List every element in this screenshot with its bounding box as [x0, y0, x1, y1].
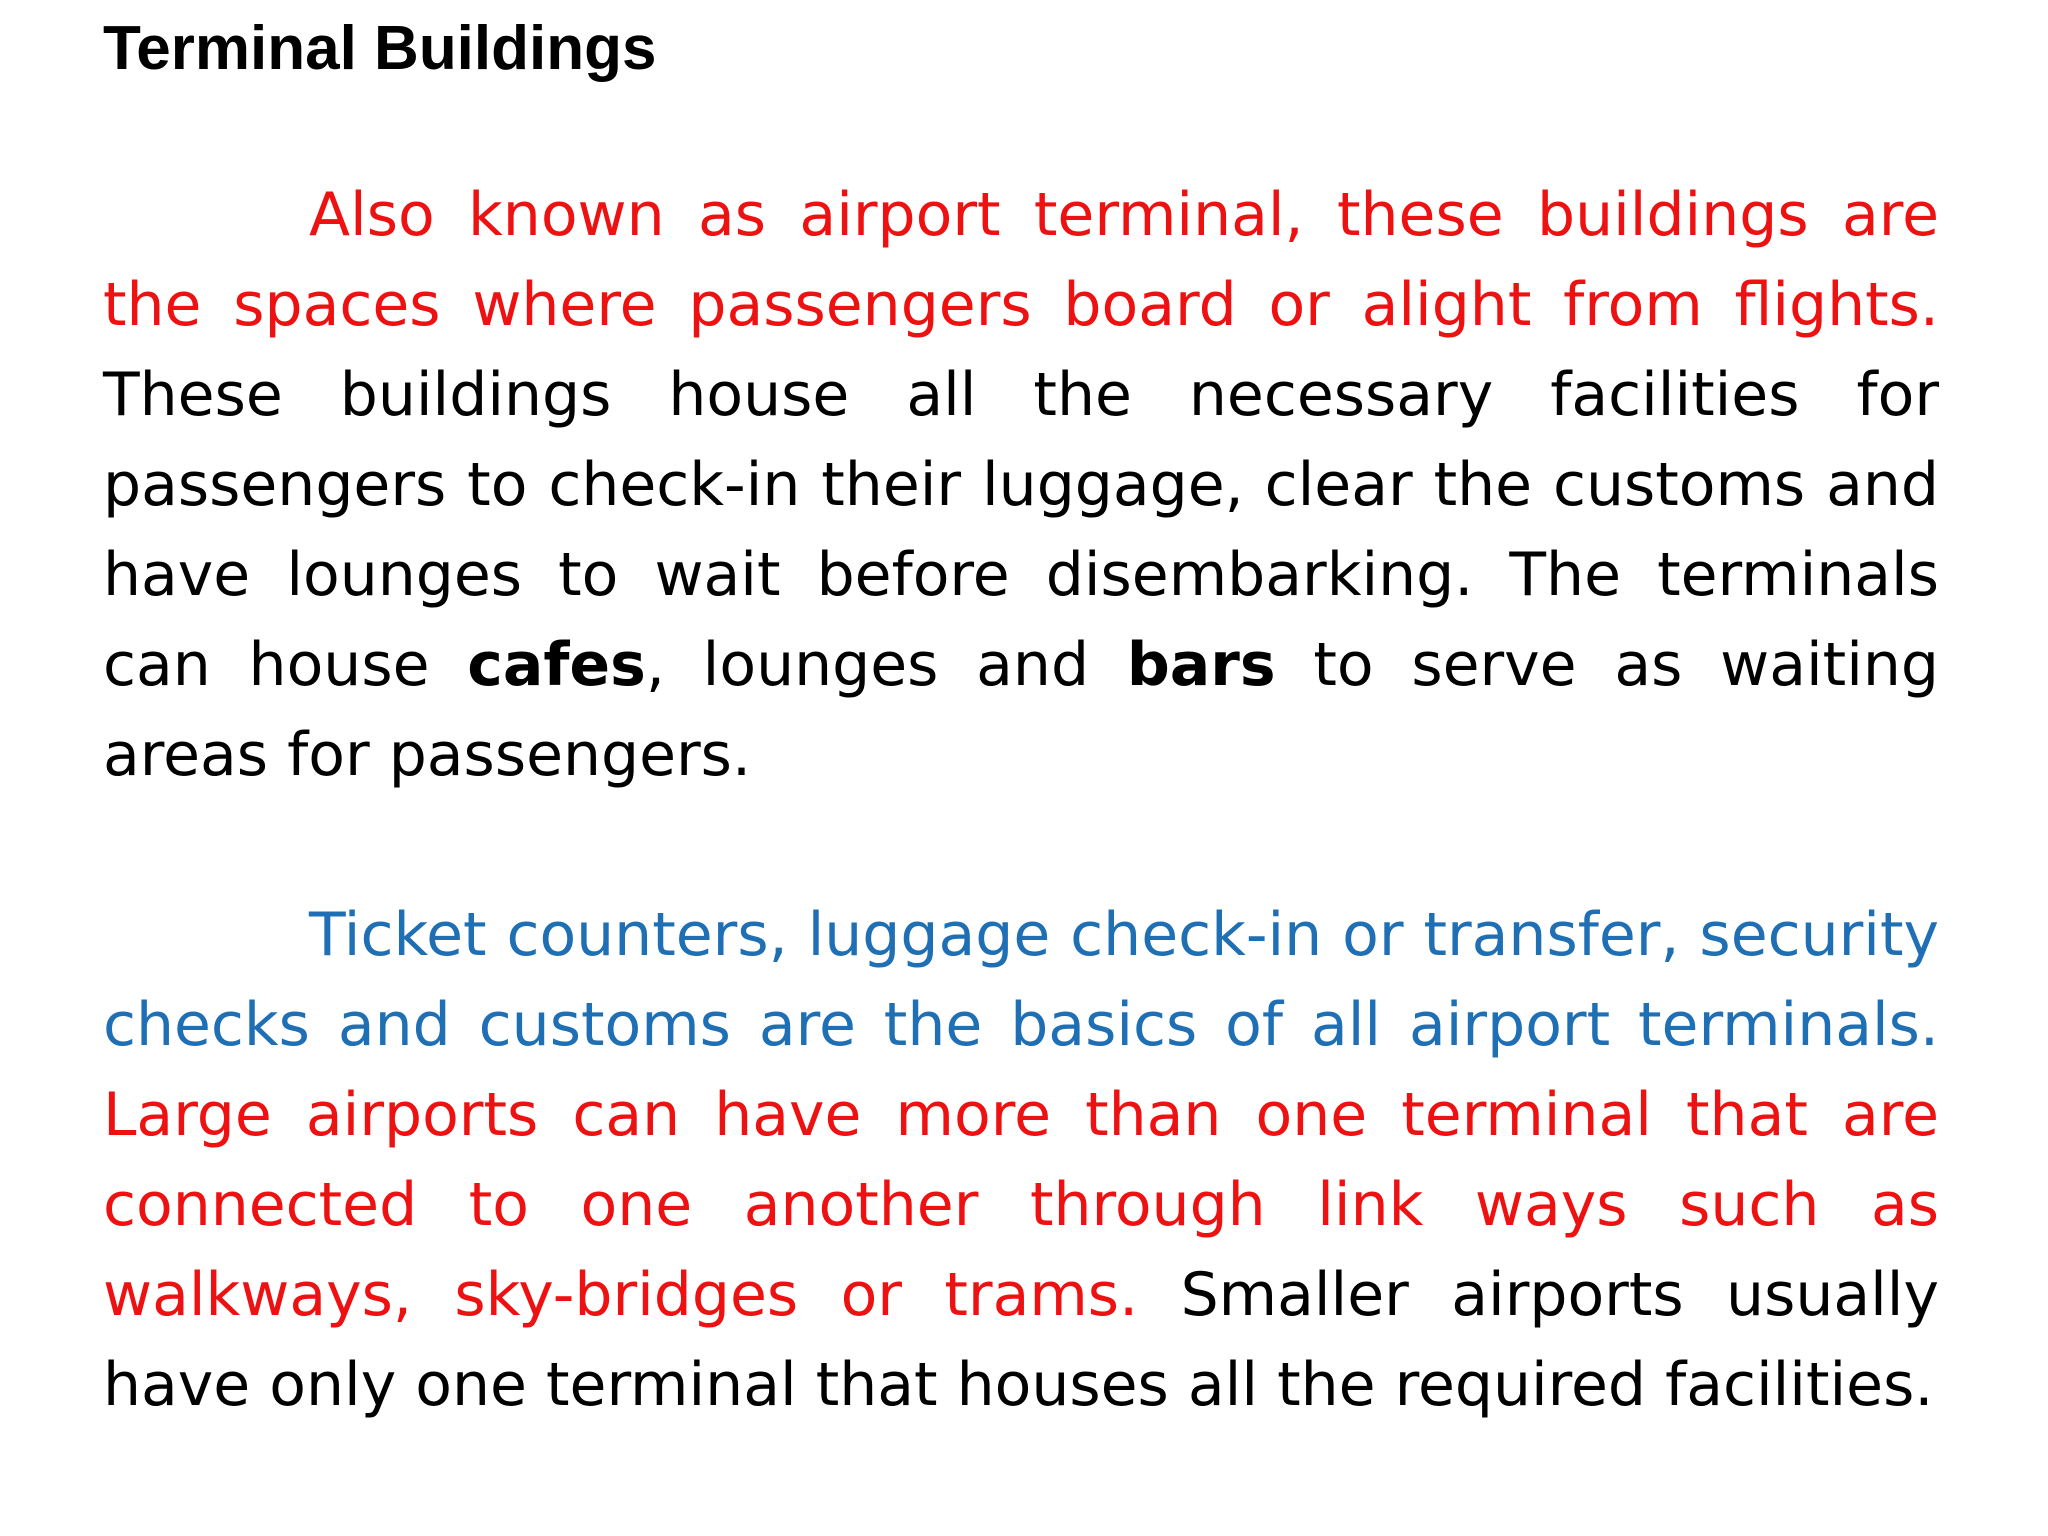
bold-term-cafes: cafes — [467, 630, 646, 700]
body-text: Smaller airports usually have only one terminal that houses all the required facilities. — [103, 1260, 1939, 1420]
paragraph-terminal-basics — [103, 890, 1939, 1430]
highlight-red-definition: Also known as airport terminal, these buildings are the spaces where passengers board or alight from flights. — [103, 180, 1939, 340]
paragraph-terminal-definition — [103, 170, 1939, 800]
body-text: to serve as waiting areas for passengers. — [103, 630, 1939, 790]
body-text: These buildings house all the necessary facilities for passengers to check-in their luggage, clear the customs and have lounges to wait before disembarking. The terminals can house — [103, 360, 1939, 700]
body-text: , lounges and — [645, 630, 1127, 700]
bold-term-bars: bars — [1126, 630, 1276, 700]
highlight-blue-basics: Ticket counters, luggage check-in or transfer, security checks and customs are the basics of all airport terminals. — [103, 900, 1939, 1060]
highlight-red-large-airports: Large airports can have more than one terminal that are connected to one another through link ways such as walkways, sky-bridges or trams. — [103, 1080, 1939, 1330]
document-page — [103, 0, 1939, 1430]
page-title: Terminal Buildings — [103, 14, 657, 83]
